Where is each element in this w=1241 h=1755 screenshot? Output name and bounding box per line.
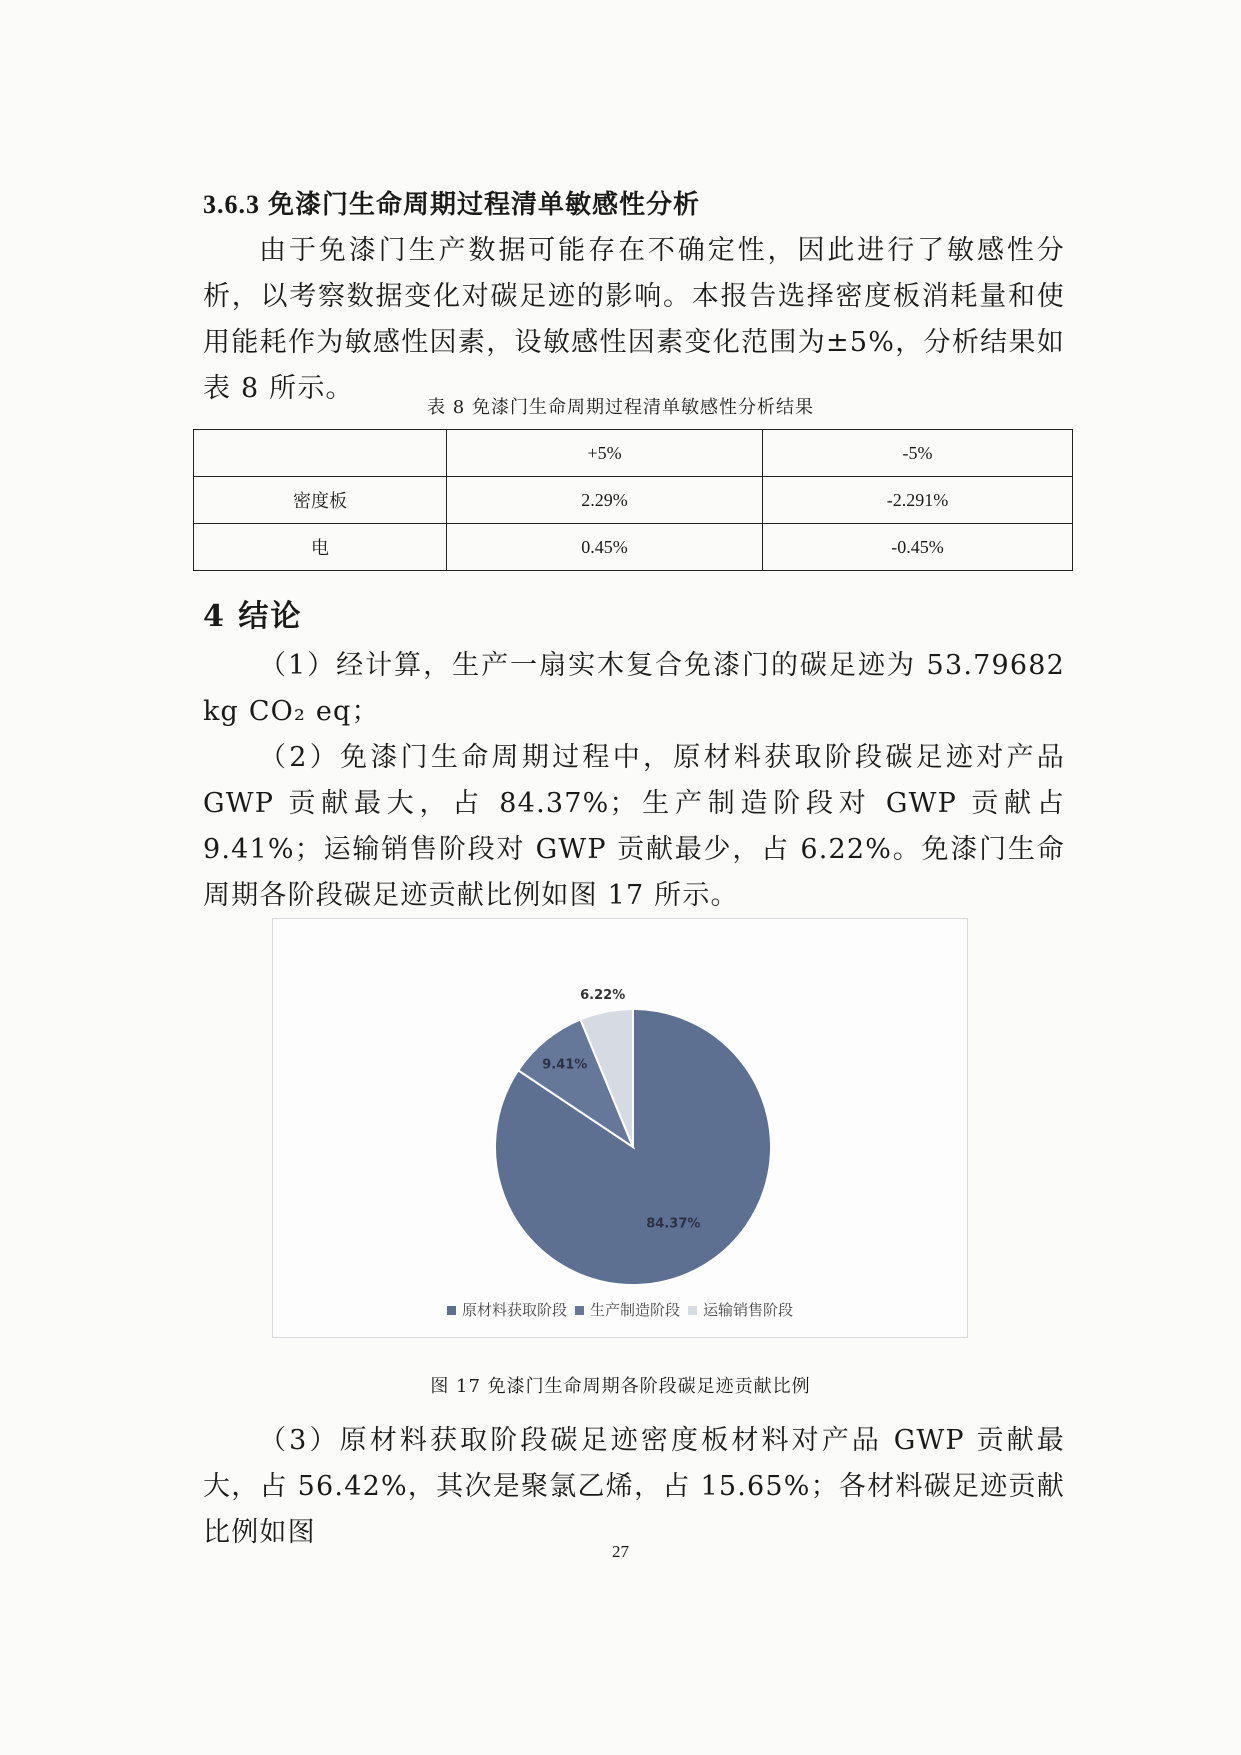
legend-swatch [688,1306,697,1315]
table-caption: 表 8 免漆门生命周期过程清单敏感性分析结果 [427,397,814,418]
conclusion-paragraph-2: （2）免漆门生命周期过程中，原材料获取阶段碳足迹对产品 GWP 贡献最大，占 84.37%；生产制造阶段对 GWP 贡献占 9.41%；运输销售阶段对 GWP 贡献最少，占 6.22%。免漆门生命周期各阶段碳足迹贡献比例如图 17 所示。 [203,742,1065,911]
chart-legend [273,1299,967,1320]
legend-swatch [447,1306,456,1315]
table-cell: 2.29% [447,477,763,524]
legend-item [447,1299,567,1320]
table-header-cell: -5% [763,430,1073,477]
conclusion-paragraph-3: （3）原材料获取阶段碳足迹密度板材料对产品 GWP 贡献最大，占 56.42%，其次是聚氯乙烯，占 15.65%；各材料碳足迹贡献比例如图 [203,1425,1065,1548]
table-row [194,477,1073,524]
table-cell: 0.45% [447,524,763,571]
section-paragraph: 由于免漆门生产数据可能存在不确定性，因此进行了敏感性分析，以考察数据变化对碳足迹的影响。本报告选择密度板消耗量和使用能耗作为敏感性因素，设敏感性因素变化范围为±5%，分析结果如表 8 所示。 [203,235,1065,404]
conclusion-paragraph-1: （1）经计算，生产一扇实木复合免漆门的碳足迹为 53.79682 kg CO₂ eq； [203,650,1065,727]
figure-caption: 图 17 免漆门生命周期各阶段碳足迹贡献比例 [430,1376,811,1397]
conclusion-heading: 4 结论 [203,599,303,634]
table-header-row [194,430,1073,477]
table-header-cell [194,430,447,477]
table-cell: 密度板 [194,477,447,524]
legend-label: 原材料获取阶段 [461,1301,567,1319]
pie-chart [272,918,968,1338]
legend-label: 运输销售阶段 [703,1301,794,1319]
pie-data-label: 9.41% [542,1057,588,1073]
legend-swatch [575,1306,584,1315]
legend-item [688,1299,793,1320]
pie-data-label: 84.37% [646,1216,701,1232]
table-cell: 电 [194,524,447,571]
section-title: 免漆门生命周期过程清单敏感性分析 [268,190,701,220]
section-heading [203,184,700,221]
table-header-cell: +5% [447,430,763,477]
page-number: 27 [612,1542,629,1561]
legend-item [575,1299,680,1320]
sensitivity-table [193,429,1073,571]
table-cell: -0.45% [763,524,1073,571]
section-number: 3.6.3 [203,190,260,219]
legend-label: 生产制造阶段 [589,1301,680,1319]
pie-chart-svg [273,919,967,1289]
table-row [194,524,1073,571]
pie-data-label: 6.22% [580,987,626,1003]
table-cell: -2.291% [763,477,1073,524]
